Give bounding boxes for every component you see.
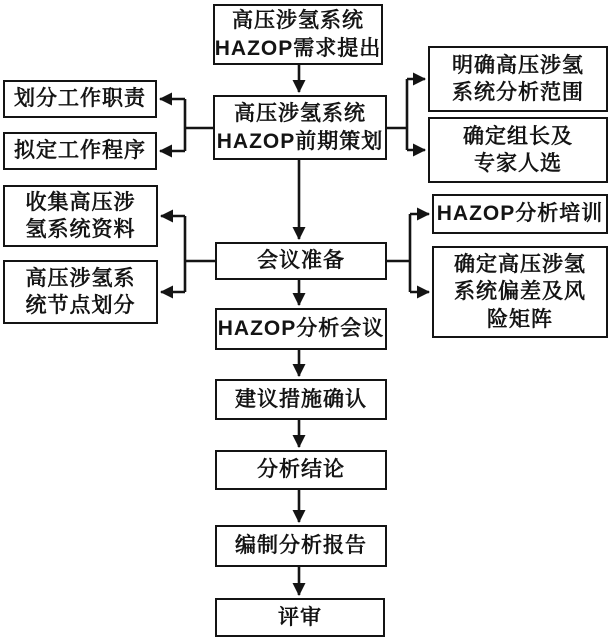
node-hazop-analysis-meeting [215, 308, 387, 350]
node-node-division [3, 260, 158, 324]
node-hazop-demand-line1: 高压涉氢系统 [232, 9, 364, 33]
node-analysis-scope-line2: 系统分析范围 [452, 81, 584, 104]
node-leader-experts [428, 117, 608, 183]
node-analysis-report [215, 525, 387, 567]
node-deviation-risk-matrix-line2: 系统偏差及风 [454, 280, 586, 304]
node-collect-materials-line2: 氢系统资料 [25, 218, 136, 241]
node-collect-materials [3, 185, 158, 247]
node-review-line1: 评审 [278, 605, 322, 629]
node-analysis-scope-line1: 明确高压涉氢 [452, 53, 584, 77]
node-hazop-training [432, 194, 608, 234]
node-deviation-risk-matrix-line1: 确定高压涉氢 [454, 253, 586, 277]
node-meeting-preparation [215, 242, 387, 280]
node-deviation-risk-matrix [432, 246, 608, 338]
node-work-procedure [3, 132, 157, 170]
node-work-duties-line1: 划分工作职责 [14, 87, 146, 111]
node-work-duties [3, 80, 157, 118]
node-hazop-training-line1: HAZOP分析培训 [436, 202, 604, 226]
node-hazop-planning-line2: HAZOP前期策划 [216, 129, 384, 153]
node-analysis-conclusion [215, 450, 387, 490]
node-measures-confirmation [215, 379, 387, 420]
node-analysis-report-line1: 编制分析报告 [235, 534, 367, 558]
node-hazop-demand-line2: HAZOP需求提出 [214, 36, 382, 60]
node-hazop-planning-line1: 高压涉氢系统 [234, 102, 366, 126]
node-deviation-risk-matrix-line3: 险矩阵 [487, 307, 553, 331]
node-measures-confirmation-line1: 建议措施确认 [235, 387, 367, 411]
node-leader-experts-line1: 确定组长及 [463, 124, 573, 148]
node-hazop-analysis-meeting-line1: HAZOP分析会议 [217, 317, 385, 341]
node-node-division-line2: 统节点划分 [25, 294, 136, 317]
node-collect-materials-line1: 收集高压涉 [25, 190, 136, 214]
node-hazop-planning [213, 95, 387, 160]
node-analysis-scope [428, 46, 608, 112]
node-leader-experts-line2: 专家人选 [474, 152, 562, 175]
node-node-division-line1: 高压涉氢系 [25, 266, 136, 290]
node-review [215, 598, 385, 637]
node-hazop-demand [213, 4, 383, 65]
node-work-procedure-line1: 拟定工作程序 [14, 139, 146, 163]
node-meeting-preparation-line1: 会议准备 [257, 249, 345, 273]
node-analysis-conclusion-line1: 分析结论 [257, 458, 345, 482]
